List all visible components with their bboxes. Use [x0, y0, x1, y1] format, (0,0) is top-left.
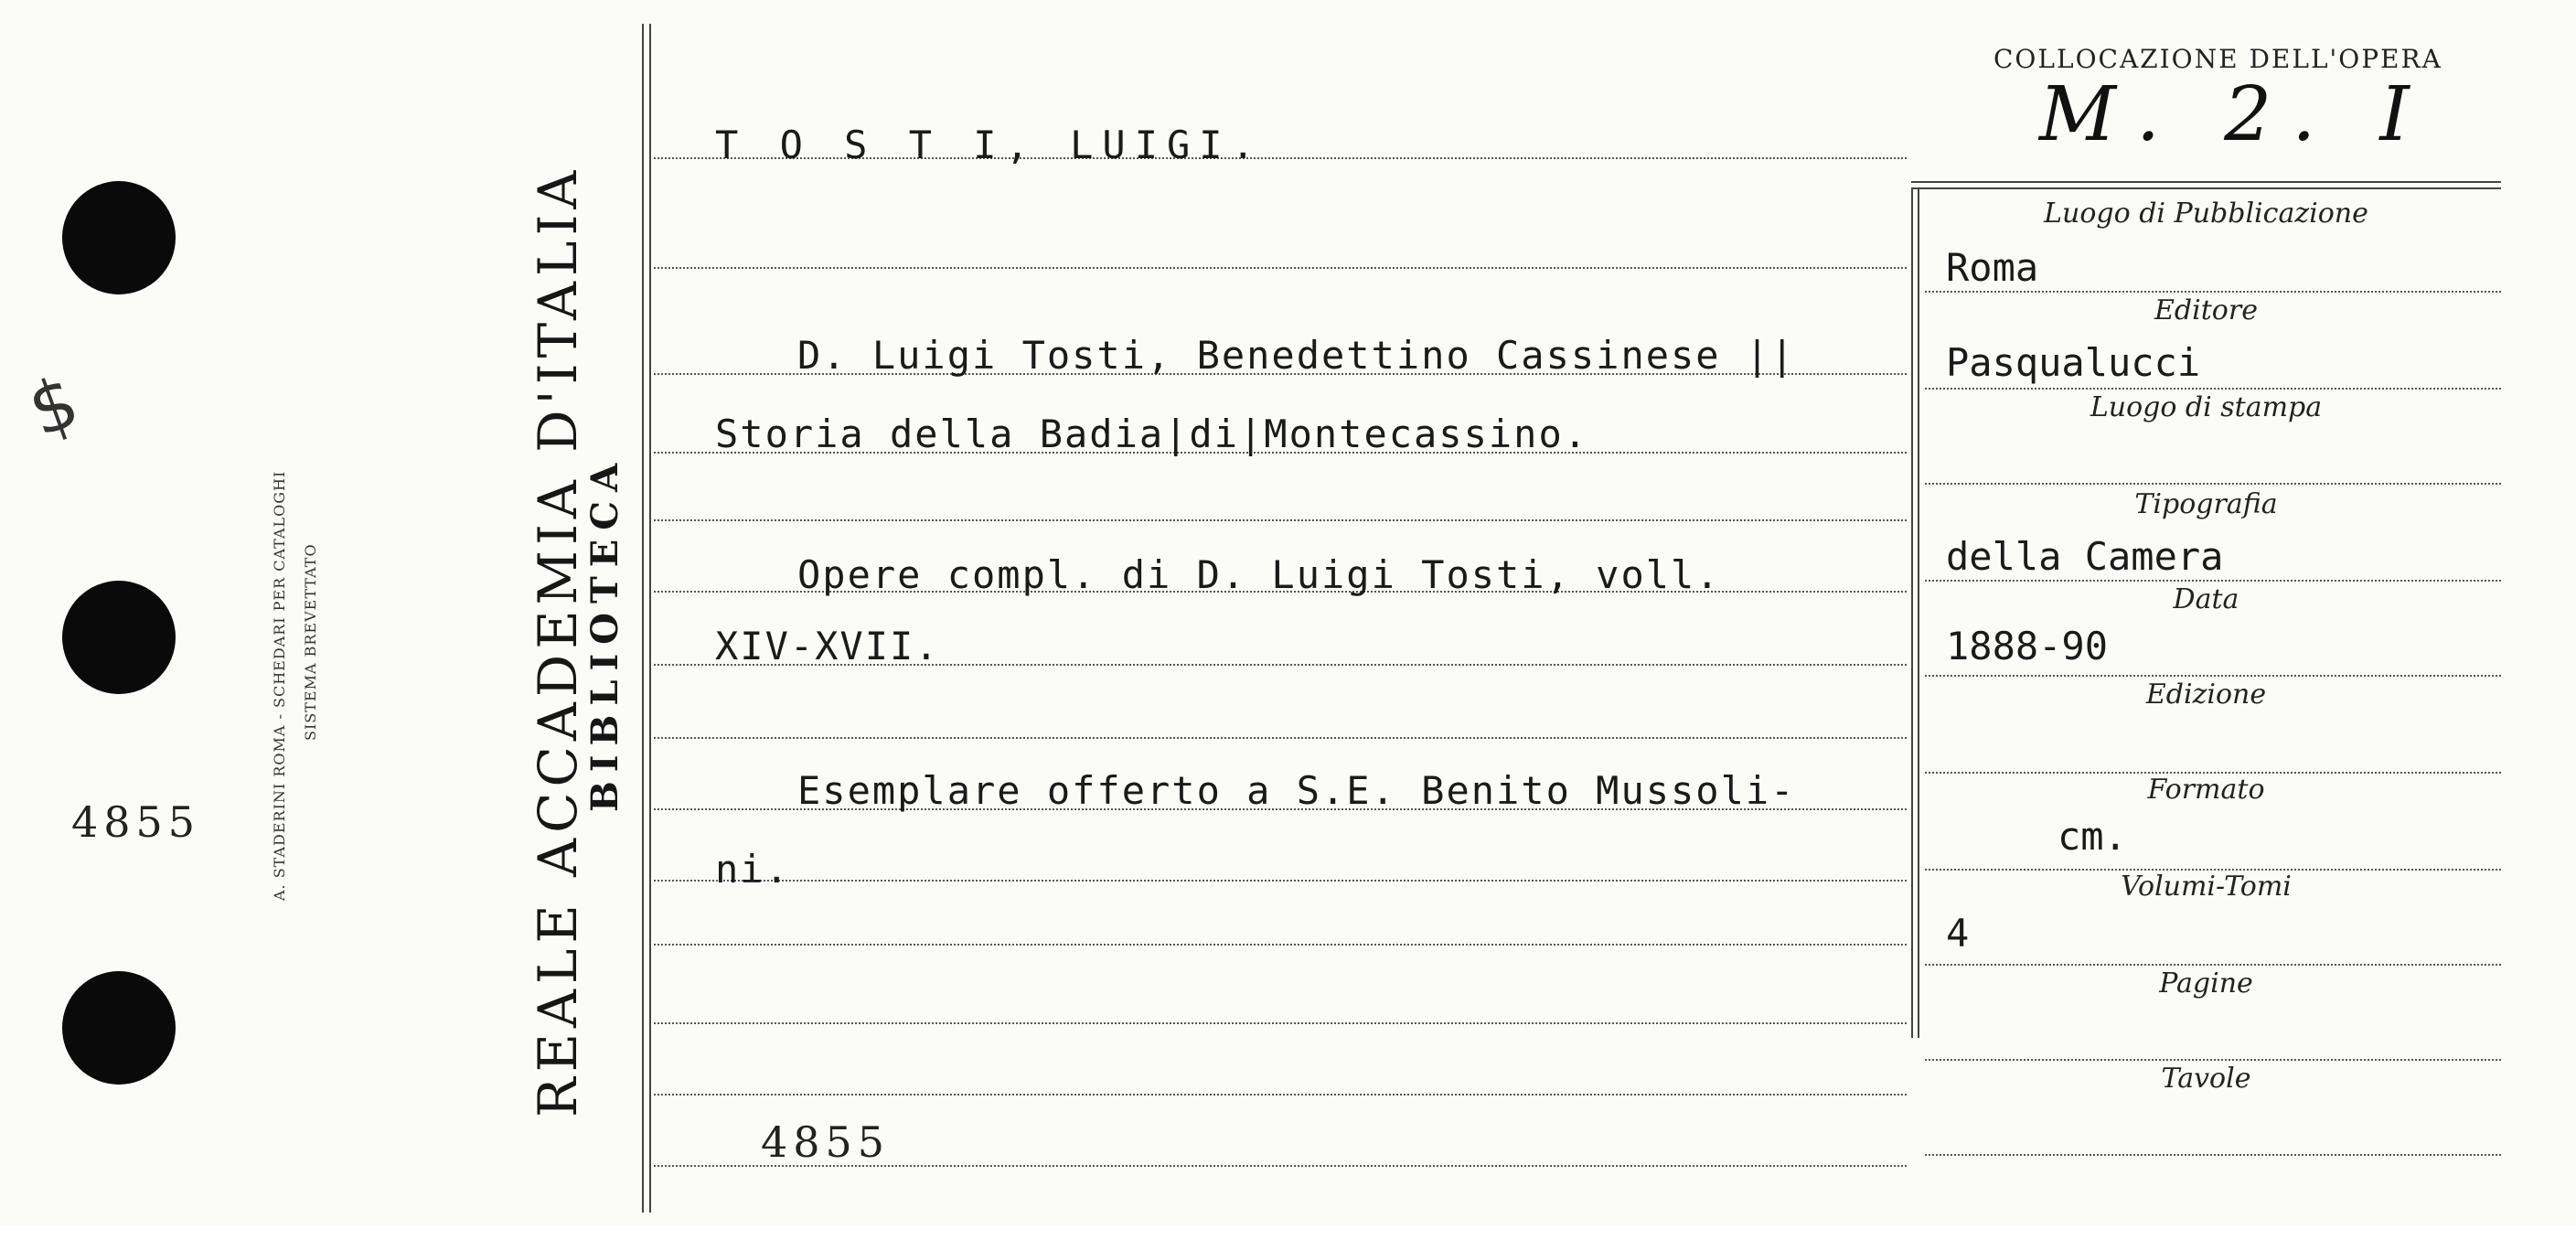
margin-rule-right [649, 24, 651, 1213]
field-line [1925, 388, 2501, 390]
label-edizione: Edizione [2145, 679, 2267, 711]
binding-hole-bottom [62, 971, 176, 1085]
rule-line [654, 267, 1907, 269]
label-luogo-pubblicazione: Luogo di Pubblicazione [2044, 198, 2368, 230]
label-tavole: Tavole [2161, 1063, 2251, 1095]
author-heading: T O S T I, LUIGI. [715, 123, 1264, 167]
label-tipografia: Tipografia [2134, 488, 2278, 520]
field-line [1925, 964, 2501, 966]
rule-line [654, 737, 1907, 739]
value-luogo-pubblicazione: Roma [1946, 245, 2039, 290]
institution-department: BIBLIOTECA [583, 454, 626, 812]
field-line [1925, 483, 2501, 485]
label-pagine: Pagine [2159, 967, 2253, 999]
entry-line-2: Storia della Badia|di|Montecassino. [715, 412, 1589, 456]
entry-line-5: Esemplare offerto a S.E. Benito Mussoli- [797, 768, 1796, 813]
value-tipografia: della Camera [1946, 534, 2224, 579]
rule-line [654, 1022, 1907, 1024]
value-editore: Pasqualucci [1946, 340, 2201, 385]
value-formato: cm. [2058, 814, 2127, 859]
printer-credit-line1: A. STADERINI ROMA - SCHEDARI PER CATALOGHI [271, 470, 288, 901]
panel-top-rule-inner [1911, 187, 2501, 189]
rule-line [654, 944, 1907, 946]
value-volumi-tomi: 4 [1946, 911, 1970, 956]
panel-top-rule [1911, 181, 2501, 183]
field-line [1925, 675, 2501, 677]
value-data: 1888-90 [1946, 624, 2109, 668]
bottom-accession-number: 4855 [761, 1117, 891, 1167]
label-editore: Editore [2154, 294, 2258, 326]
field-line [1925, 291, 2501, 293]
entry-line-3: Opere compl. di D. Luigi Tosti, voll. [797, 552, 1721, 597]
institution-name: REALE ACCADEMIA D'ITALIA [527, 165, 589, 1117]
entry-line-1: D. Luigi Tosti, Benedettino Cassinese || [797, 333, 1796, 378]
rule-line [654, 1094, 1907, 1096]
printer-credit-line2: SISTEMA BREVETTATO [302, 543, 319, 741]
label-formato: Formato [2147, 774, 2265, 806]
pencil-mark: $ [18, 360, 90, 454]
margin-rule-left [642, 24, 644, 1213]
label-luogo-stampa: Luogo di stampa [2090, 391, 2323, 423]
entry-line-4: XIV-XVII. [715, 624, 940, 668]
binding-hole-middle [62, 581, 176, 694]
field-line [1925, 1154, 2501, 1156]
binding-hole-top [62, 181, 176, 294]
entry-line-6: ni. [715, 847, 790, 892]
shelfmark-handwritten: M. 2. I [2039, 71, 2430, 158]
label-volumi-tomi: Volumi-Tomi [2121, 871, 2292, 903]
collocation-heading: COLLOCAZIONE DELL'OPERA [1993, 44, 2442, 74]
rule-line [654, 880, 1907, 882]
scan-bottom-edge [0, 1225, 2576, 1240]
field-line [1925, 580, 2501, 582]
left-accession-number: 4855 [71, 797, 201, 847]
field-line [1925, 1059, 2501, 1061]
label-data: Data [2173, 583, 2239, 615]
rule-line [654, 519, 1907, 521]
